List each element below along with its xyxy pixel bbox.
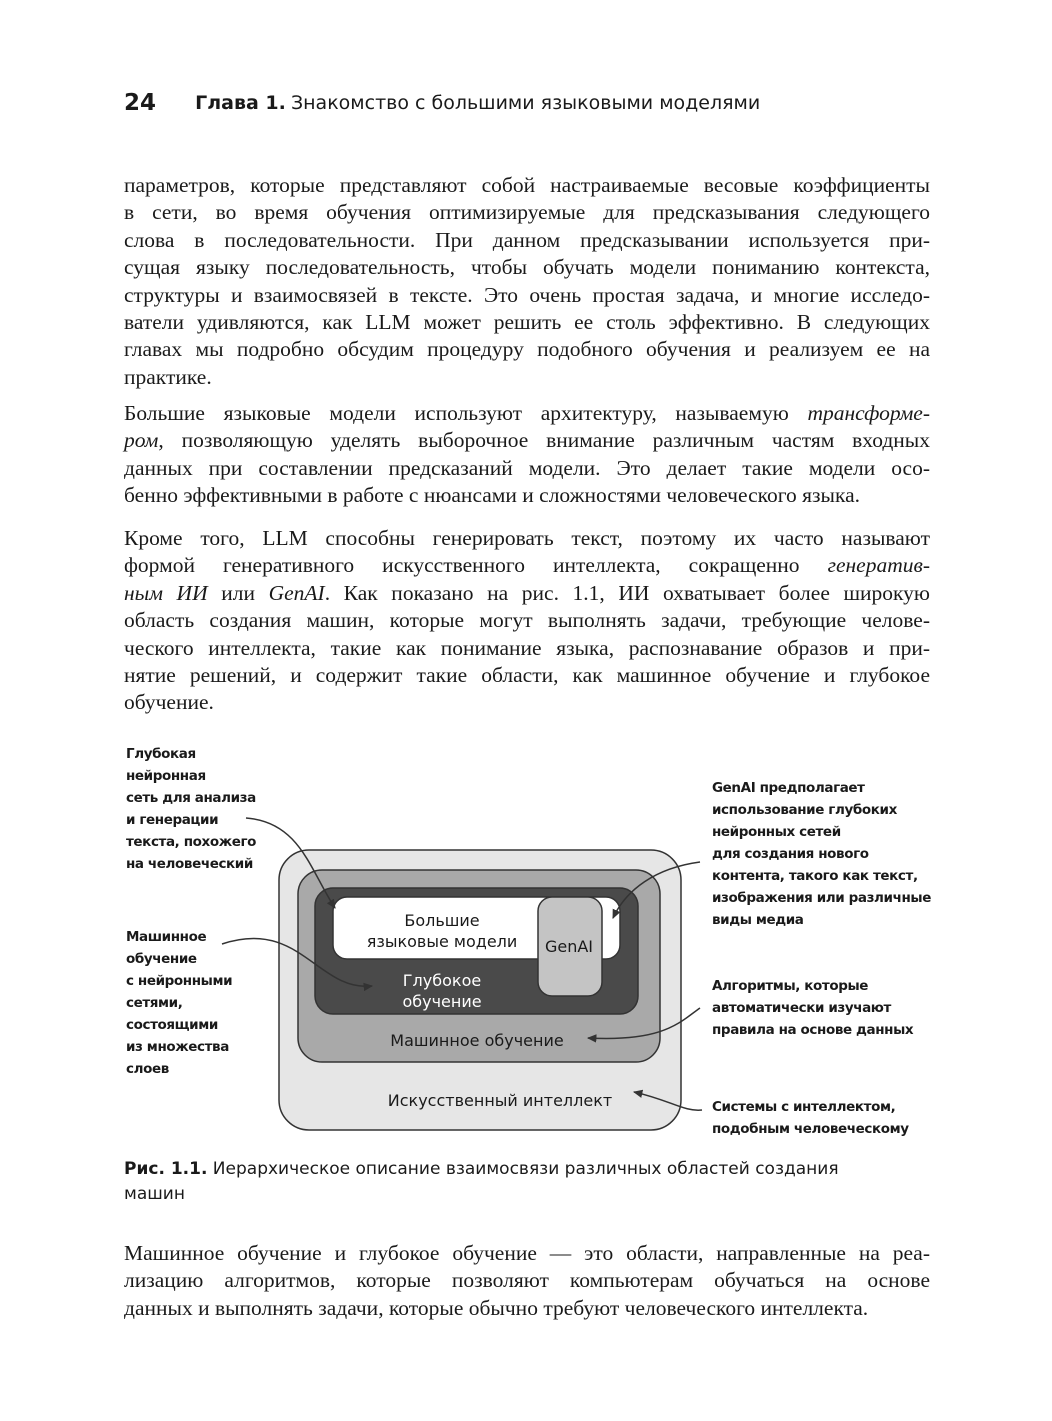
text-line: структуры и взаимосвязей в тексте. Это очень простая задача, и многие исследо-: [124, 282, 930, 307]
ai-label: Искусственный интеллект: [387, 1091, 613, 1110]
annotation-line: на человеческий: [126, 856, 253, 872]
text-run: , позволяющую уделять выборочное внимание различным частям входных: [158, 428, 930, 453]
text-line: главах мы подробно обсудим процедуру подобного обучения и реализуем ее на: [124, 337, 930, 362]
annotation-line: обучение: [126, 951, 197, 967]
llm-label-line2: языковые модели: [366, 932, 518, 951]
annotation-line: нейронная: [126, 768, 206, 784]
annotation-line: с нейронными: [126, 973, 233, 989]
annotation-line: и генерации: [126, 812, 219, 828]
annotation-line: слоев: [126, 1061, 169, 1077]
text-line: нятие решений, и содержит такие области, как машинное обучение и глубокое: [124, 663, 930, 688]
caption-text: Иерархическое описание взаимосвязи различных областей создания: [207, 1159, 839, 1179]
paragraph-4: [124, 1240, 930, 1322]
italic-term: ным ИИ: [124, 580, 208, 605]
annotation-line: подобным человеческому: [712, 1121, 909, 1137]
italic-term: ром: [124, 428, 159, 453]
text-line: Кроме того, LLM способны генерировать текст, поэтому их часто называют: [124, 526, 930, 550]
llm-label-line1: Большие: [404, 911, 480, 930]
paragraph-1: [124, 172, 930, 391]
text-run: . Как показано на рис. 1.1, ИИ охватывает более широкую: [324, 580, 930, 605]
text-line: бенно эффективными в работе с нюансами и сложностями человеческого языка.: [124, 483, 860, 508]
caption-line: машин: [124, 1184, 185, 1204]
annotation-line: Системы с интеллектом,: [712, 1099, 896, 1115]
annotation-line: Машинное: [126, 929, 207, 945]
text-line: Машинное обучение и глубокое обучение — это области, направленные на реа-: [124, 1241, 930, 1265]
annotation-genai: [712, 777, 931, 931]
text-line: ватели удивляются, как LLM может решить ее столь эффективно. В следующих: [124, 310, 930, 335]
page-number: 24: [124, 90, 157, 116]
annotation-line: нейронных сетей: [712, 824, 841, 840]
caption-line: [124, 1157, 930, 1182]
text-line: в сети, во время обучения оптимизируемые для предсказывания следующего: [124, 200, 930, 225]
annotation-line: GenAI предполагает: [712, 780, 865, 796]
annotation-line: Глубокая: [126, 746, 196, 762]
dl-label-line1: Глубокое: [402, 971, 482, 990]
text-line: лизацию алгоритмов, которые позволяют компьютерам обучаться на основе: [124, 1268, 930, 1293]
page-header: [124, 90, 760, 124]
figure-caption: [124, 1157, 930, 1207]
caption-label: Рис. 1.1.: [124, 1159, 208, 1179]
text-line: [124, 580, 930, 607]
annotation-line: использование глубоких: [712, 802, 897, 818]
italic-term: генератив-: [827, 553, 930, 578]
chapter-title: Знакомство с большими языковыми моделями: [290, 92, 761, 114]
ml-label: Машинное обучение: [390, 1031, 564, 1050]
text-line: обучение.: [124, 690, 214, 715]
annotation-systems: [712, 1096, 909, 1140]
paragraph-3: [124, 525, 930, 717]
annotation-algorithms: [712, 975, 913, 1041]
italic-term: трансформе-: [807, 401, 930, 425]
text-line: [124, 552, 930, 579]
annotation-line: автоматически изучают: [712, 1000, 891, 1016]
annotation-deep-network: [126, 743, 256, 875]
annotation-line: сетями,: [126, 995, 183, 1011]
annotation-line: изображения или различные: [712, 890, 931, 906]
text-run: или: [207, 580, 269, 605]
text-line: область создания машин, которые могут выполнять задачи, требующие челове-: [124, 608, 930, 633]
annotation-line: из множества: [126, 1039, 229, 1055]
annotation-line: виды медиа: [712, 912, 804, 928]
annotation-line: контента, такого как текст,: [712, 868, 918, 884]
genai-label: GenAI: [544, 937, 594, 956]
annotation-line: правила на основе данных: [712, 1022, 914, 1038]
annotation-ml-networks: [126, 926, 232, 1080]
text-run: Большие языковые модели используют архитектуру, называемую: [124, 401, 808, 425]
text-line: [124, 427, 930, 454]
annotation-line: Алгоритмы, которые: [712, 978, 869, 994]
text-line: сущая языку последовательность, чтобы обучать модели пониманию контекста,: [124, 255, 930, 280]
annotation-line: сеть для анализа: [126, 790, 256, 806]
text-line: данных и выполнять задачи, которые обычно требуют человеческого интеллекта.: [124, 1295, 869, 1320]
text-line: [124, 400, 930, 427]
text-line: слова в последовательности. При данном предсказывании используется при-: [124, 227, 930, 252]
text-line: параметров, которые представляют собой настраиваемые весовые коэффициенты: [124, 173, 930, 197]
italic-term: GenAI: [268, 580, 325, 605]
annotation-line: текста, похожего: [126, 834, 257, 850]
annotation-line: для создания нового: [712, 846, 869, 862]
annotation-line: состоящими: [126, 1017, 218, 1033]
paragraph-2: [124, 400, 930, 510]
text-line: ческого интеллекта, такие как понимание языка, распознавание образов и при-: [124, 635, 930, 660]
dl-label-line2: обучение: [402, 992, 482, 1011]
text-line: практике.: [124, 364, 212, 389]
text-run: формой генеративного искусственного интеллекта, сокращенно: [124, 553, 828, 578]
text-line: данных при составлении предсказаний модели. Это делает такие модели осо-: [124, 455, 930, 480]
chapter-label: Глава 1.: [195, 92, 286, 114]
figure-1-1: [0, 730, 1052, 1160]
